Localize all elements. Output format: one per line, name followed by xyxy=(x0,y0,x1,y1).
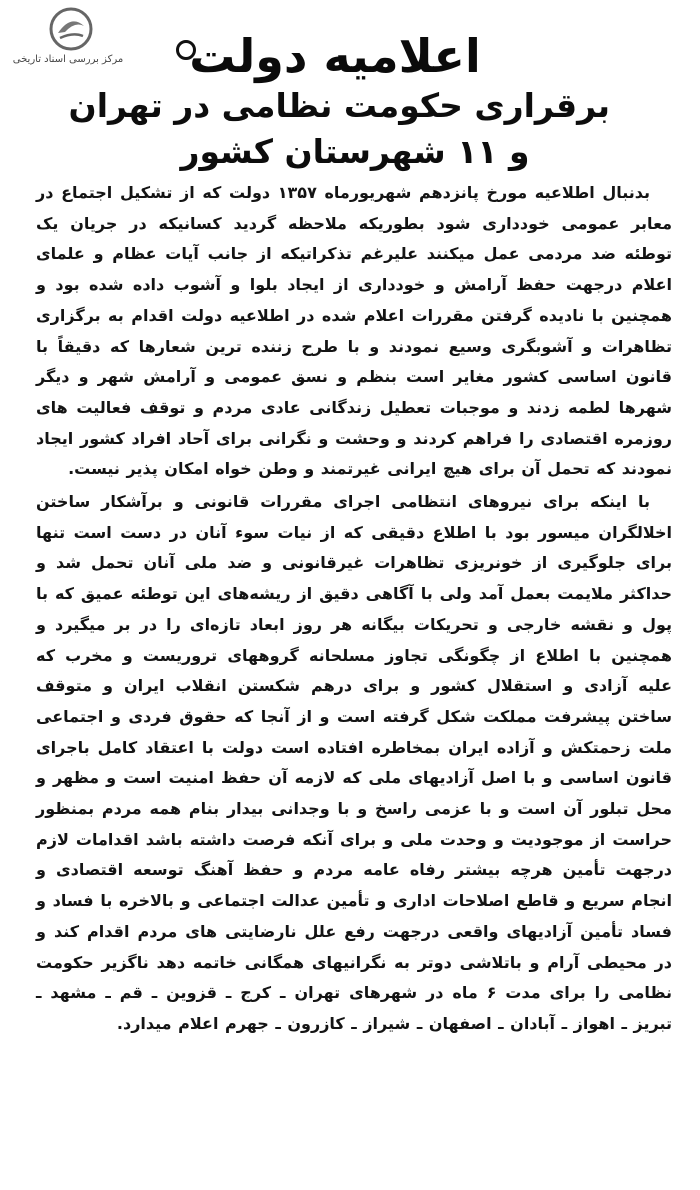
headline: اعلامیه دولت xyxy=(189,29,481,83)
announcement-body xyxy=(36,178,672,1040)
archive-emblem-icon xyxy=(48,6,94,52)
subheadline-line-2: و ۱۱ شهرستان کشور xyxy=(180,132,530,171)
archive-logo xyxy=(8,6,128,68)
body-paragraph-2: با اینکه برای نیروهای انتظامی اجرای مقررات قانونی و برآشکار ساختن اخلالگران میسور بود با اطلاع دقیقی که از نیات سوء آنان در دست است تنها برای جلوگیری از خونریزی تظاهرات غیرقانونی و ضد ملی آنان تحمل شد و حداکثر ملایمت بعمل آمد ولی با آگاهی دقیق از ریشه‌های این توطئه عمیق که با پول و نقشه خارجی و تحریکات بیگانه هر روز ابعاد تازه‌ای را در بر میگیرد و همچنین با اطلاع از چگونگی تجاوز مسلحانه گروههای تروریست و مخرب که علیه آزادی و استقلال کشور و برای درهم شکستن انقلاب ایران و متوقف ساختن پیشرفت مملکت شکل گرفته است و از آنجا که حقوق فردی و اجتماعی ملت زحمتکش و آزاده ایران بمخاطره افتاده است دولت با اعتقاد کامل باجرای قانون اساسی و با اصل آزادیهای ملی که لازمه آن حفظ امنیت است و مظهر و محل تبلور آن است و با عزمی راسخ و با وجدانی بیدار بنام همه مردم بمنظور حراست از موجودیت و وحدت ملی و برای آنکه فرصت داشته باشد اقدامات لازم درجهت تأمین هرچه بیشتر رفاه عامه مردم و حفظ آهنگ توسعه اقتصادی و انجام سریع و قاطع اصلاحات اداری و تأمین عدالت اجتماعی و بالاخره با فساد و فساد تأمین آزادیهای واقعی درجهت رفع علل نارضایتی های مردم اقدام کند و در محیطی آرام و باتلاشی دوتر به نگرانیهای همگانی خاتمه دهد ناگزیر حکومت نظامی را برای مدت ۶ ماه در شهرهای تهران ـ کرج ـ قزوین ـ قم ـ مشهد ـ تبریز ـ اهواز ـ آبادان ـ اصفهان ـ شیراز ـ کازرون ـ جهرم اعلام میدارد. xyxy=(36,492,672,1033)
archive-caption: مرکز بررسی اسناد تاریخی xyxy=(12,54,124,65)
subheadline-line-1: برقراری حکومت نظامی در تهران xyxy=(68,86,610,125)
body-paragraph-1: بدنبال اطلاعیه مورخ پانزدهم شهریورماه ۱۳۵۷ دولت که از تشکیل اجتماع در معابر عمومی خودداری شود بطوریکه ملاحظه گردید کسانیکه در جریان یک توطئه ضد مردمی عمل میکنند علیرغم تذکراتیکه از جانب آیات عظام و علمای اعلام درجهت حفظ آرامش و خودداری از ایجاد بلوا و آشوب داده شده بود و همچنین با نادیده گرفتن مقررات اعلام شده در اطلاعیه دولت اقدام به برگزاری تظاهرات و آشوبگری وسیع نمودند و با طرح زننده ترین شعارها که دقیقاً با قانون اساسی کشور مغایر است بنظم و نسق عمومی و آرامش شهر و دیگر شهرها لطمه زدند و موجبات تعطیل زندگانی عادی مردم و توقف فعالیت های روزمره اقتصادی را فراهم کردند و وحشت و نگرانی برای آحاد افراد کشور ایجاد نمودند که تحمل آن برای هیچ ایرانی غیرتمند و وطن خواه امکان پذیر نیست. xyxy=(36,183,672,479)
